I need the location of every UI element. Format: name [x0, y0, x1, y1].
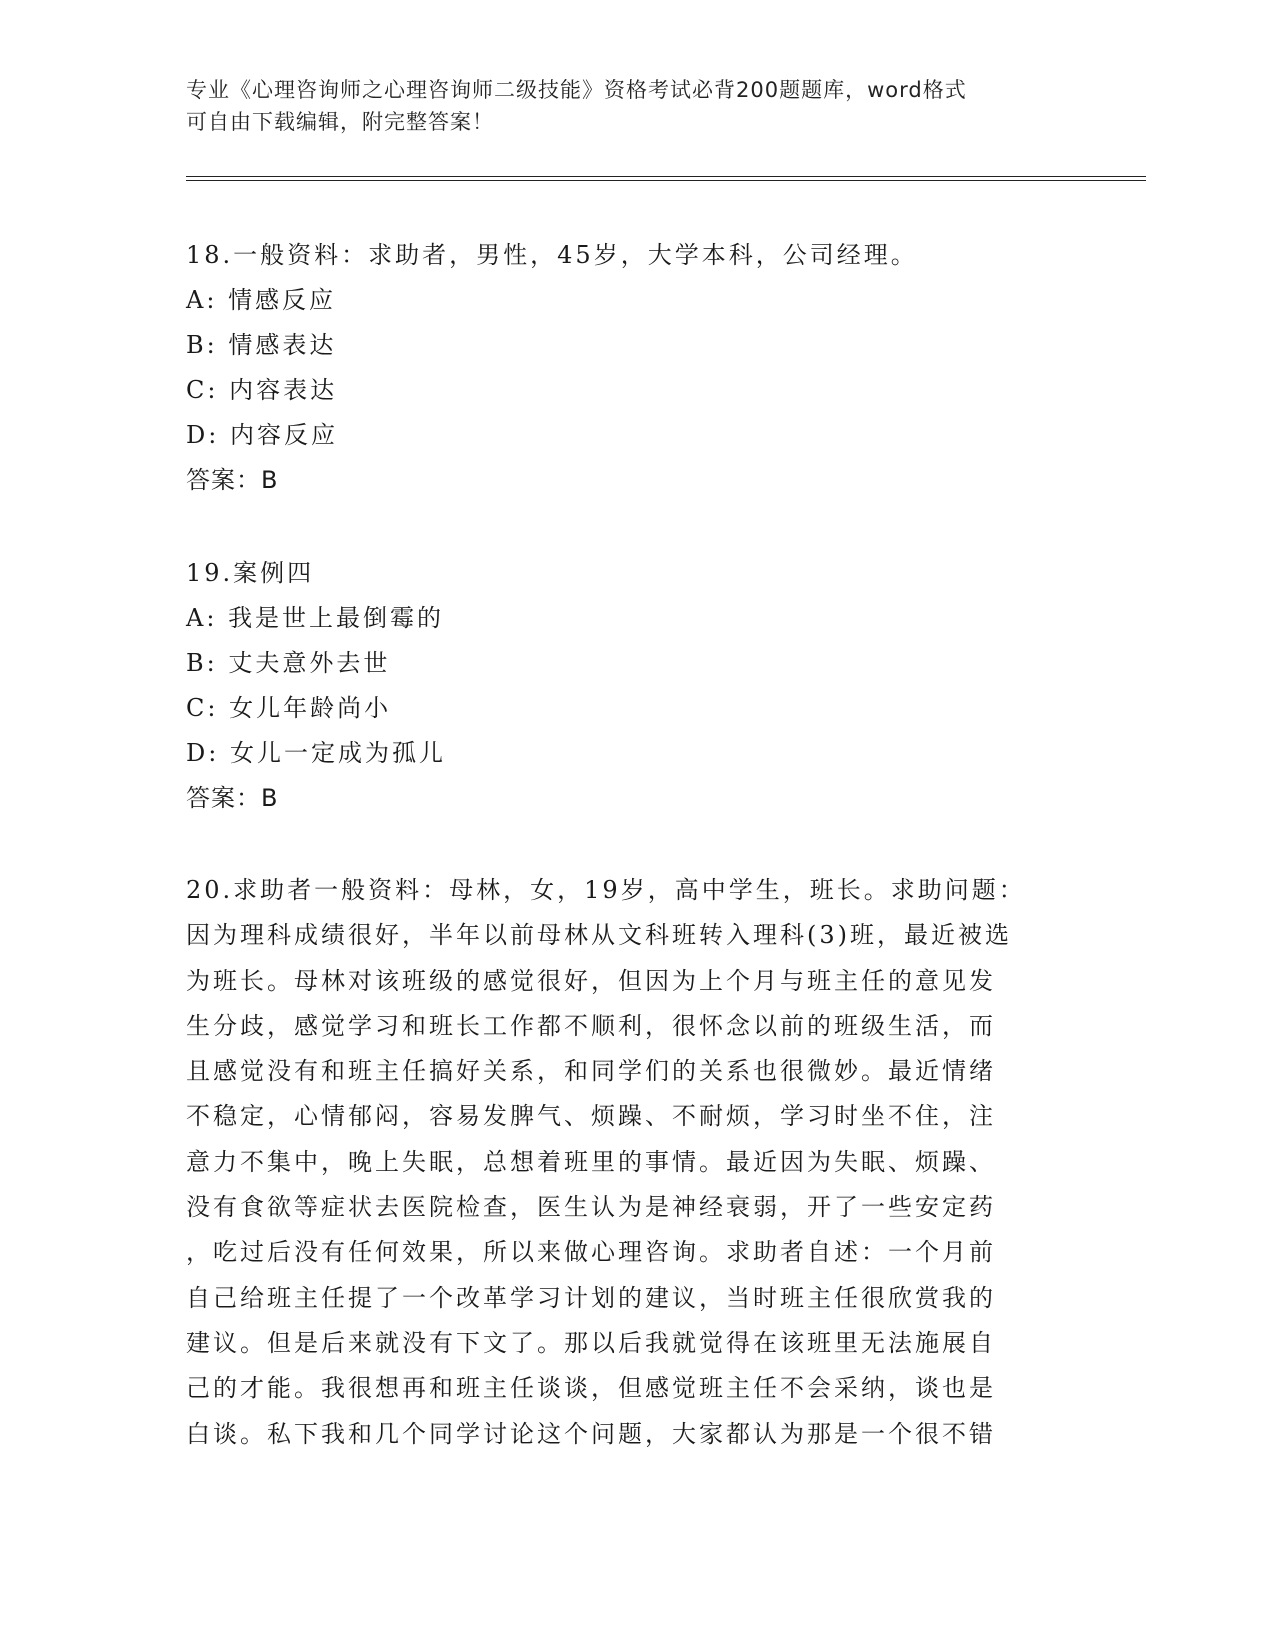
option-b — [186, 641, 1066, 686]
option-c — [186, 368, 1066, 413]
option-letter: C: — [186, 694, 219, 722]
question-stem: 19.案例四 — [186, 559, 315, 587]
question-stem-line: 不稳定，心情郁闷，容易发脾气、烦躁、不耐烦，学习时坐不住，注 — [186, 1102, 996, 1131]
answer: 答案：B — [186, 466, 279, 494]
option-letter: A: — [186, 604, 218, 632]
option-letter: C: — [186, 376, 219, 404]
option-d — [186, 413, 1066, 458]
option-letter: D: — [186, 421, 220, 449]
option-text: 丈夫意外去世 — [228, 649, 391, 677]
document-header — [186, 74, 1086, 138]
question-stem-line: 自己给班主任提了一个改革学习计划的建议，当时班主任很欣赏我的 — [186, 1283, 996, 1312]
option-text: 情感表达 — [228, 331, 337, 359]
question-stem-line: 20.求助者一般资料：母林，女，19岁，高中学生，班长。求助问题： — [186, 876, 1026, 904]
header-line-1: 专业《心理咨询师之心理咨询师二级技能》资格考试必背200题题库，word格式 — [186, 78, 967, 102]
option-letter: D: — [186, 739, 220, 767]
question-stem-line: 生分歧，感觉学习和班长工作都不顺利，很怀念以前的班级生活，而 — [186, 1011, 996, 1040]
question-18 — [186, 233, 1066, 503]
option-text: 我是世上最倒霉的 — [228, 604, 445, 632]
question-stem-line: 白谈。私下我和几个同学讨论这个问题，大家都认为那是一个很不错 — [186, 1419, 996, 1448]
header-divider-bottom — [186, 180, 1146, 181]
header-line-2: 可自由下载编辑，附完整答案！ — [186, 110, 494, 134]
option-b — [186, 323, 1066, 368]
question-stem: 18.一般资料：求助者，男性，45岁，大学本科，公司经理。 — [186, 241, 918, 269]
question-stem-line: 为班长。母林对该班级的感觉很好，但因为上个月与班主任的意见发 — [186, 966, 996, 995]
question-stem-line: 且感觉没有和班主任搞好关系，和同学们的关系也很微妙。最近情绪 — [186, 1057, 996, 1086]
option-text: 情感反应 — [228, 286, 337, 314]
question-20 — [186, 868, 1066, 1457]
question-stem-line: ，吃过后没有任何效果，所以来做心理咨询。求助者自述：一个月前 — [186, 1238, 996, 1267]
option-text: 内容反应 — [229, 421, 338, 449]
question-stem-line: 因为理科成绩很好，半年以前母林从文科班转入理科(3)班，最近被选 — [186, 921, 1012, 950]
option-d — [186, 731, 1066, 776]
option-text: 内容表达 — [229, 376, 338, 404]
question-stem-line: 建议。但是后来就没有下文了。那以后我就觉得在该班里无法施展自 — [186, 1328, 996, 1357]
option-text: 女儿一定成为孤儿 — [229, 739, 446, 767]
question-stem-line: 己的才能。我很想再和班主任谈谈，但感觉班主任不会采纳，谈也是 — [186, 1374, 996, 1403]
option-text: 女儿年龄尚小 — [229, 694, 392, 722]
question-stem-line: 意力不集中，晚上失眠，总想着班里的事情。最近因为失眠、烦躁、 — [186, 1147, 996, 1176]
option-c — [186, 686, 1066, 731]
option-a — [186, 596, 1066, 641]
header-divider-top — [186, 176, 1146, 177]
question-stem-line: 没有食欲等症状去医院检查，医生认为是神经衰弱，开了一些安定药 — [186, 1193, 996, 1222]
option-letter: B: — [186, 649, 218, 677]
answer: 答案：B — [186, 784, 279, 812]
option-a — [186, 278, 1066, 323]
option-letter: B: — [186, 331, 218, 359]
question-19 — [186, 551, 1066, 821]
option-letter: A: — [186, 286, 218, 314]
